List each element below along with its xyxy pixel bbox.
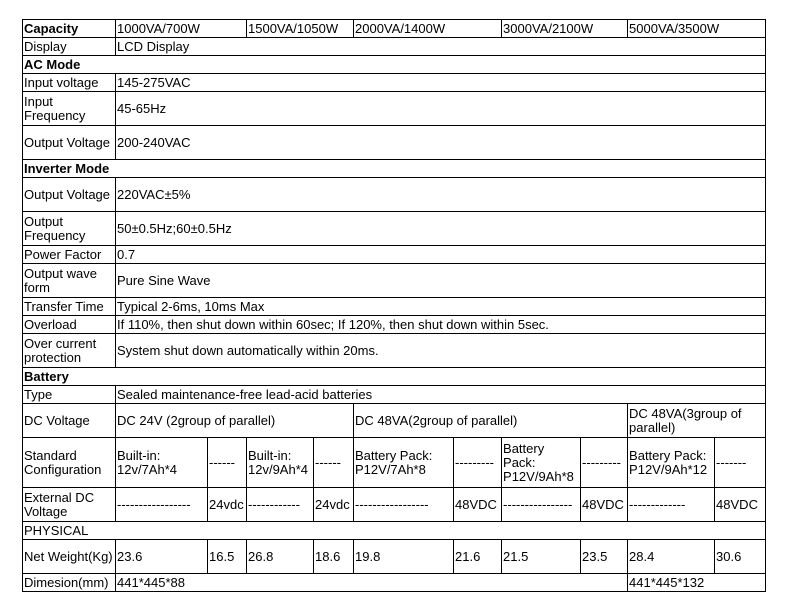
row-battery-type <box>23 386 766 404</box>
row-display <box>23 38 766 56</box>
net-weight-3: 19.8 <box>354 540 454 574</box>
spec-table <box>22 19 766 592</box>
output-wave-label: Output wave form <box>23 264 116 298</box>
standard-config-5: Battery Pack: P12V/9Ah*12 <box>628 438 715 488</box>
standard-config-1b: ------ <box>208 438 247 488</box>
external-dc-5b: 48VDC <box>715 488 766 522</box>
standard-config-2b: ------ <box>314 438 354 488</box>
inv-output-voltage-value: 220VAC±5% <box>116 178 766 212</box>
dc-voltage-2: DC 48VA(2group of parallel) <box>354 404 628 438</box>
standard-config-4b: --------- <box>581 438 628 488</box>
dimension-label: Dimesion(mm) <box>23 574 116 592</box>
external-dc-1: ----------------- <box>116 488 208 522</box>
input-frequency-label: Input Frequency <box>23 92 116 126</box>
over-current-label: Over current protection <box>23 334 116 368</box>
row-over-current <box>23 334 766 368</box>
transfer-time-label: Transfer Time <box>23 298 116 316</box>
power-factor-label: Power Factor <box>23 246 116 264</box>
battery-type-value: Sealed maintenance-free lead-acid batteries <box>116 386 766 404</box>
external-dc-2b: 24vdc <box>314 488 354 522</box>
inv-output-voltage-label: Output Voltage <box>23 178 116 212</box>
overload-value: If 110%, then shut down within 60sec; If 120%, then shut down within 5sec. <box>116 316 766 334</box>
external-dc-5: ------------- <box>628 488 715 522</box>
row-external-dc-voltage <box>23 488 766 522</box>
display-label: Display <box>23 38 116 56</box>
standard-config-label: Standard Configuration <box>23 438 116 488</box>
row-dc-voltage <box>23 404 766 438</box>
row-power-factor <box>23 246 766 264</box>
row-output-frequency <box>23 212 766 246</box>
net-weight-4: 21.5 <box>502 540 581 574</box>
net-weight-2: 26.8 <box>247 540 314 574</box>
over-current-value: System shut down automatically within 20ms. <box>116 334 766 368</box>
dc-voltage-3: DC 48VA(3group of parallel) <box>628 404 766 438</box>
external-dc-1b: 24vdc <box>208 488 247 522</box>
battery-heading: Battery <box>23 368 766 386</box>
external-dc-2: ------------ <box>247 488 314 522</box>
overload-label: Overload <box>23 316 116 334</box>
display-value: LCD Display <box>116 38 766 56</box>
ac-mode-heading: AC Mode <box>23 56 766 74</box>
standard-config-1: Built-in: 12v/7Ah*4 <box>116 438 208 488</box>
section-physical <box>23 522 766 540</box>
output-wave-value: Pure Sine Wave <box>116 264 766 298</box>
row-ac-output-voltage <box>23 126 766 160</box>
input-voltage-value: 145-275VAC <box>116 74 766 92</box>
external-dc-4b: 48VDC <box>581 488 628 522</box>
row-input-frequency <box>23 92 766 126</box>
row-transfer-time <box>23 298 766 316</box>
standard-config-3b: --------- <box>454 438 502 488</box>
standard-config-5b: ------- <box>715 438 766 488</box>
capacity-model-4: 3000VA/2100W <box>502 20 628 38</box>
battery-type-label: Type <box>23 386 116 404</box>
physical-heading: PHYSICAL <box>23 522 766 540</box>
row-output-wave <box>23 264 766 298</box>
dc-voltage-1: DC 24V (2group of parallel) <box>116 404 354 438</box>
output-frequency-value: 50±0.5Hz;60±0.5Hz <box>116 212 766 246</box>
input-frequency-value: 45-65Hz <box>116 92 766 126</box>
section-battery <box>23 368 766 386</box>
net-weight-2b: 18.6 <box>314 540 354 574</box>
inverter-mode-heading: Inverter Mode <box>23 160 766 178</box>
row-overload <box>23 316 766 334</box>
dimension-1: 441*445*88 <box>116 574 628 592</box>
net-weight-1b: 16.5 <box>208 540 247 574</box>
net-weight-label: Net Weight(Kg) <box>23 540 116 574</box>
row-capacity <box>23 20 766 38</box>
standard-config-2: Built-in: 12v/9Ah*4 <box>247 438 314 488</box>
standard-config-4: Battery Pack: P12V/9Ah*8 <box>502 438 581 488</box>
ac-output-voltage-label: Output Voltage <box>23 126 116 160</box>
row-input-voltage <box>23 74 766 92</box>
net-weight-5b: 30.6 <box>715 540 766 574</box>
net-weight-5: 28.4 <box>628 540 715 574</box>
power-factor-value: 0.7 <box>116 246 766 264</box>
capacity-model-2: 1500VA/1050W <box>247 20 354 38</box>
external-dc-4: ---------------- <box>502 488 581 522</box>
ac-output-voltage-value: 200-240VAC <box>116 126 766 160</box>
net-weight-1: 23.6 <box>116 540 208 574</box>
capacity-model-5: 5000VA/3500W <box>628 20 766 38</box>
transfer-time-value: Typical 2-6ms, 10ms Max <box>116 298 766 316</box>
section-ac-mode <box>23 56 766 74</box>
external-dc-3: ----------------- <box>354 488 454 522</box>
external-dc-3b: 48VDC <box>454 488 502 522</box>
capacity-model-1: 1000VA/700W <box>116 20 247 38</box>
capacity-label: Capacity <box>23 20 116 38</box>
dc-voltage-label: DC Voltage <box>23 404 116 438</box>
capacity-model-3: 2000VA/1400W <box>354 20 502 38</box>
row-standard-configuration <box>23 438 766 488</box>
external-dc-label: External DC Voltage <box>23 488 116 522</box>
section-inverter-mode <box>23 160 766 178</box>
row-dimension <box>23 574 766 592</box>
net-weight-3b: 21.6 <box>454 540 502 574</box>
dimension-2: 441*445*132 <box>628 574 766 592</box>
row-inv-output-voltage <box>23 178 766 212</box>
net-weight-4b: 23.5 <box>581 540 628 574</box>
standard-config-3: Battery Pack: P12V/7Ah*8 <box>354 438 454 488</box>
row-net-weight <box>23 540 766 574</box>
input-voltage-label: Input voltage <box>23 74 116 92</box>
output-frequency-label: Output Frequency <box>23 212 116 246</box>
